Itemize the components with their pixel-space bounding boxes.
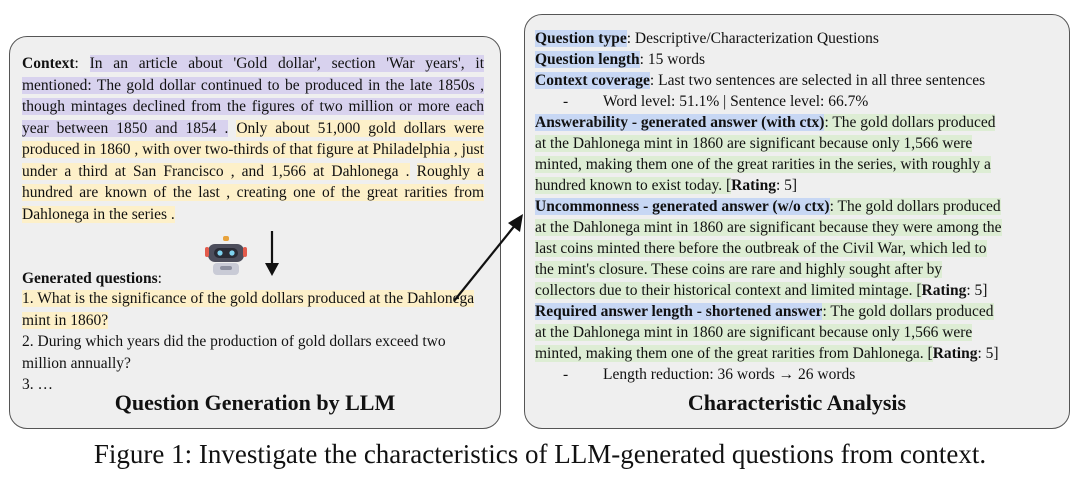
question-length-line: Question length: 15 words — [535, 51, 706, 68]
uncommonness-line-3: last coins minted there before the outbreak of the Civil War, which led to — [535, 240, 987, 257]
uncommonness-line-4: the mint's closure. These coins are rare and highly sought after by — [535, 261, 943, 278]
required-length-line-2: at the Dahlonega mint in 1860 are significant because only 1,566 were — [535, 324, 973, 341]
generated-questions-list — [22, 288, 492, 396]
generated-questions-heading: Generated questions: — [22, 270, 162, 287]
context-sentence-3: Roughly a hundred are known of the last , creating one of the great rarities from Dahlonega in the series . — [22, 162, 484, 223]
uncommonness-rating-label: Rating — [921, 282, 967, 299]
left-panel-title: Question Generation by LLM — [114, 390, 396, 415]
figure-caption: Figure 1: Investigate the characteristics of LLM-generated questions from context. — [93, 439, 987, 469]
uncommonness-line-5: collectors due to their historical context and limited mintage. [Rating: 5] — [535, 282, 988, 299]
context-coverage-line: Context coverage: Last two sentences are selected in all three sentences — [535, 72, 986, 89]
uncommonness-line-1: Uncommonness - generated answer (w/o ctx): The gold dollars produced — [535, 198, 1001, 215]
required-length-line-1: Required answer length - shortened answer: The gold dollars produced — [535, 303, 994, 320]
context-intro: In an article about 'Gold dollar', section 'War years', it mentioned: The gold dollar continued to be produced in the late 1850s , though mintages declined from the figures of two million or more each year between 1850 and 1854 . — [22, 55, 485, 137]
answerability-line-1: Answerability - generated answer (with ctx): The gold dollars produced — [535, 114, 996, 131]
context-label: Context — [22, 55, 75, 72]
uncommonness-line-2: at the Dahlonega mint in 1860 are significant because they were among the — [535, 219, 1002, 236]
question-item-3: 3. … — [22, 376, 53, 393]
context-sentence-1: The gold dollar continued to be produced in the late 1850s , though mintages declined from the figures of two million or more each year between 1850 and 1854 . — [22, 76, 484, 137]
answerability-line-3: minted, making them one of the great rarities in the series, with roughly a — [535, 156, 991, 173]
required-length-rating-label: Rating — [932, 345, 978, 362]
answerability-line-4: hundred known to exist today. [Rating: 5] — [535, 177, 798, 194]
coverage-detail-line: - Word level: 51.1% | Sentence level: 66.7% — [563, 93, 869, 110]
length-reduction-line: - Length reduction: 36 words → 26 words — [563, 366, 856, 383]
question-item-1: 1. What is the significance of the gold dollars produced at the Dahlonega mint in 1860? — [22, 290, 475, 329]
answerability-rating-label: Rating — [731, 177, 776, 194]
required-length-line-3: minted, making them one of the great rarities from Dahlonega. [Rating: 5] — [535, 345, 999, 362]
context-sentence-2: Only about 51,000 gold dollars were produced in 1860 , with over two-thirds of that figure at Philadelphia , just under a third at San Francisco , and 1,566 at Dahlonega . — [22, 119, 485, 180]
right-panel-title: Characteristic Analysis — [687, 390, 907, 415]
question-item-2: 2. During which years did the production of gold dollars exceed two million annually? — [22, 333, 446, 372]
diagonal-arrow-icon — [450, 210, 530, 305]
context-paragraph: Context: In an article about 'Gold dollar', section 'War years', it mentioned: The gold dollar continued to be produced in the late 1850s , though mintages declined from the figures of two million or more each year between 1850 and 1854 . Only about 51,000 gold dollars were produced in 1860 , with over two-thirds of that figure at Philadelphia , just under a third at San Francisco , and 1,566 at Dahlonega . Roughly a hundred are known of the last , creating one of the great rarities from Dahlonega in the series . — [22, 55, 485, 223]
question-type-line: Question type: Descriptive/Characterization Questions — [535, 30, 879, 47]
answerability-line-2: at the Dahlonega mint in 1860 are significant because only 1,566 were — [535, 135, 973, 152]
